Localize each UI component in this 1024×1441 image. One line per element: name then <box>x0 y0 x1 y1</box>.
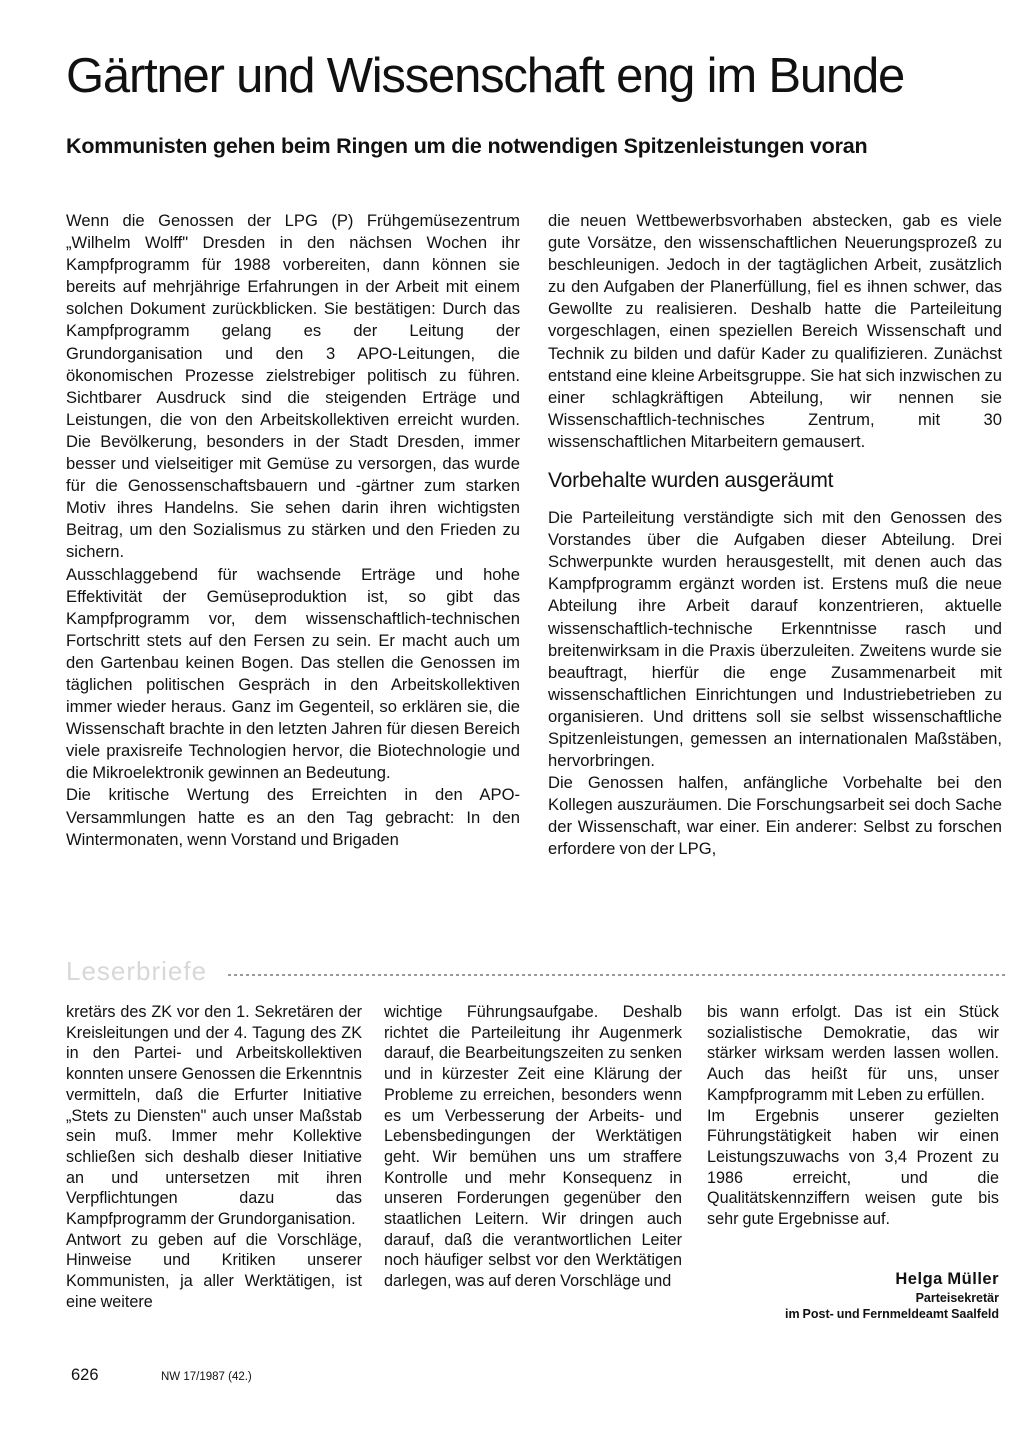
page-number: 626 <box>71 1366 99 1384</box>
letter-column-3 <box>707 1002 999 1322</box>
letter-paragraph: bis wann erfolgt. Das ist ein Stück sozialistische Demokratie, das wir stärker wirksam werden lassen wollen. Auch das heißt für uns, unser Kampfprogramm mit Leben zu erfüllen. <box>707 1003 999 1104</box>
article-paragraph: Die Genossen halfen, anfängliche Vorbehalte bei den Kollegen auszuräumen. Die Forschungsarbeit sei doch Sache der Wissenschaft, war einer. Ein anderer: Selbst zu forschen erfordere von der LPG, <box>548 773 1002 859</box>
article-paragraph: Wenn die Genossen der LPG (P) Frühgemüsezentrum „Wilhelm Wolff" Dresden in den nächsen Wochen ihr Kampfprogramm für 1988 vorbereiten, dann können sie bereits auf mehrjährige Erfahrungen in der Arbeit mit einem solchen Dokument zurückblicken. Sie bestätigen: Durch das Kampfprogramm gelang es der Leitung der Grundorganisation und den 3 APO-Leitungen, die ökonomischen Prozesse zielstrebiger politisch zu führen. Sichtbarer Ausdruck sind die steigenden Erträge und Leistungen, die von den Arbeitskollektiven erreicht wurden. Die Bevölkerung, besonders in der Stadt Dresden, immer besser und vielseitiger mit Gemüse zu versorgen, das wurde für die Genossenschaftsbauern und -gärtner zum starken Motiv ihres Handelns. Sie sehen darin ihren wichtigsten Beitrag, um den Sozialismus zu stärken und den Frieden zu sichern. <box>66 211 520 562</box>
article-subtitle: Kommunisten gehen beim Ringen um die notwendigen Spitzenleistungen voran <box>66 134 868 158</box>
letter-paragraph: kretärs des ZK vor den 1. Sekretären der Kreisleitungen und der 4. Tagung des ZK in den Partei- und Arbeitskollektiven konnten unsere Genossen die Erkenntnis vermitteln, daß die Erfurter Initiative „Stets zu Diensten" auch unser Maßstab sein muß. Immer mehr Kollektive schließen sich deshalb dieser Initiative an und untersetzen mit ihren Verpflichtungen dazu das Kampfprogramm der Grundorganisation. <box>66 1003 362 1229</box>
letters-section-header <box>66 956 1006 990</box>
article-column-1 <box>66 210 520 851</box>
letter-paragraph: wichtige Führungsaufgabe. Deshalb richtet die Parteileitung ihr Augenmerk darauf, die Bearbeitungszeiten zu senken und in kürzester Zeit eine Klärung der Probleme zu erreichen, besonders wenn es um Verbesserung der Arbeits- und Lebensbedingungen der Werktätigen geht. Wir bemühen uns um straffere Kontrolle und mehr Konsequenz in unseren Forderungen gegenüber den staatlichen Leitern. Wir dringen auch darauf, daß die verantwortlichen Leiter noch häufiger selbst vor den Werktätigen darlegen, was auf deren Vorschläge und <box>384 1003 682 1291</box>
letters-section-label: Leserbriefe <box>66 956 208 986</box>
article-column-2 <box>548 210 1002 861</box>
article-paragraph: Die Parteileitung verständigte sich mit den Genossen des Vorstandes über die Aufgaben dieser Abteilung. Drei Schwerpunkte wurden herausgestellt, mit denen auch das Kampfprogramm ergänzt worden ist. Erstens muß die neue Abteilung ihre Arbeit darauf konzentrieren, aktuelle wissenschaftlich-technische Erkenntnisse rasch und breitenwirksam in die Praxis überzuleiten. Zweitens wurde sie beauftragt, hierfür die enge Zusammenarbeit mit wissenschaftlichen Einrichtungen und Industriebetrieben zu organisieren. Und drittens soll sie selbst wissenschaftliche Spitzenleistungen, gemessen an internationalen Maßstäben, hervorbringen. <box>548 508 1002 771</box>
section-divider <box>228 974 1006 976</box>
article-paragraph: die neuen Wettbewerbsvorhaben abstecken, gab es viele gute Vorsätze, den wissenschaftlichen Neuerungsprozeß zu beschleunigen. Jedoch in der tagtäglichen Arbeit, zusätzlich zu den Aufgaben der Planerfüllung, fiel es ihnen schwer, das Gewollte zu realisieren. Deshalb hatte die Parteileitung vorgeschlagen, einen speziellen Bereich Wissenschaft und Technik zu bilden und dafür Kader zu qualifizieren. Zunächst entstand eine kleine Arbeitsgruppe. Sie hat sich inzwischen zu einer schlagkräftigen Abteilung, wir nennen sie Wissenschaftlich-technisches Zentrum, mit 30 wissenschaftlichen Mitarbeitern gemausert. <box>548 211 1002 451</box>
letter-column-2 <box>384 1002 682 1292</box>
letter-paragraph: Im Ergebnis unserer gezielten Führungstätigkeit haben wir einen Leistungszuwachs von 3,4 Prozent zu 1986 erreicht, und die Qualitätskennziffern weisen gute bis sehr gute Ergebnisse auf. <box>707 1106 999 1229</box>
letter-paragraph: Antwort zu geben auf die Vorschläge, Hinweise und Kritiken unserer Kommunisten, ja aller Werktätigen, ist eine weitere <box>66 1230 362 1311</box>
article-paragraph: Die kritische Wertung des Erreichten in den APO-Versammlungen hatte es an den Tag gebracht: In den Wintermonaten, wenn Vorstand und Brigaden <box>66 785 520 849</box>
author-organization: im Post- und Fernmeldeamt Saalfeld <box>784 1306 999 1321</box>
article-title: Gärtner und Wissenschaft eng im Bunde <box>66 49 905 103</box>
issue-info: NW 17/1987 (42.) <box>161 1371 252 1383</box>
article-subheading: Vorbehalte wurden ausgeräumt <box>548 469 834 493</box>
letter-column-1 <box>66 1002 362 1313</box>
article-paragraph: Ausschlaggebend für wachsende Erträge und hohe Effektivität der Gemüseproduktion ist, so gibt das Kampfprogramm vor, dem wissenschaftlich-technischen Fortschritt stets auf den Fersen zu sein. Er macht auch um den Gartenbau keinen Bogen. Das stellen die Genossen im täglichen politischen Gespräch in den Arbeitskollektiven immer wieder heraus. Ganz im Gegenteil, so erklären sie, die Wissenschaft brachte in den letzten Jahren für diesen Bereich viele praxisreife Technologien hervor, die Biotechnologie und die Mikroelektronik gewinnen an Bedeutung. <box>66 564 520 783</box>
author-role: Parteisekretär <box>915 1290 999 1305</box>
letter-author: Helga Müller <box>895 1269 999 1288</box>
